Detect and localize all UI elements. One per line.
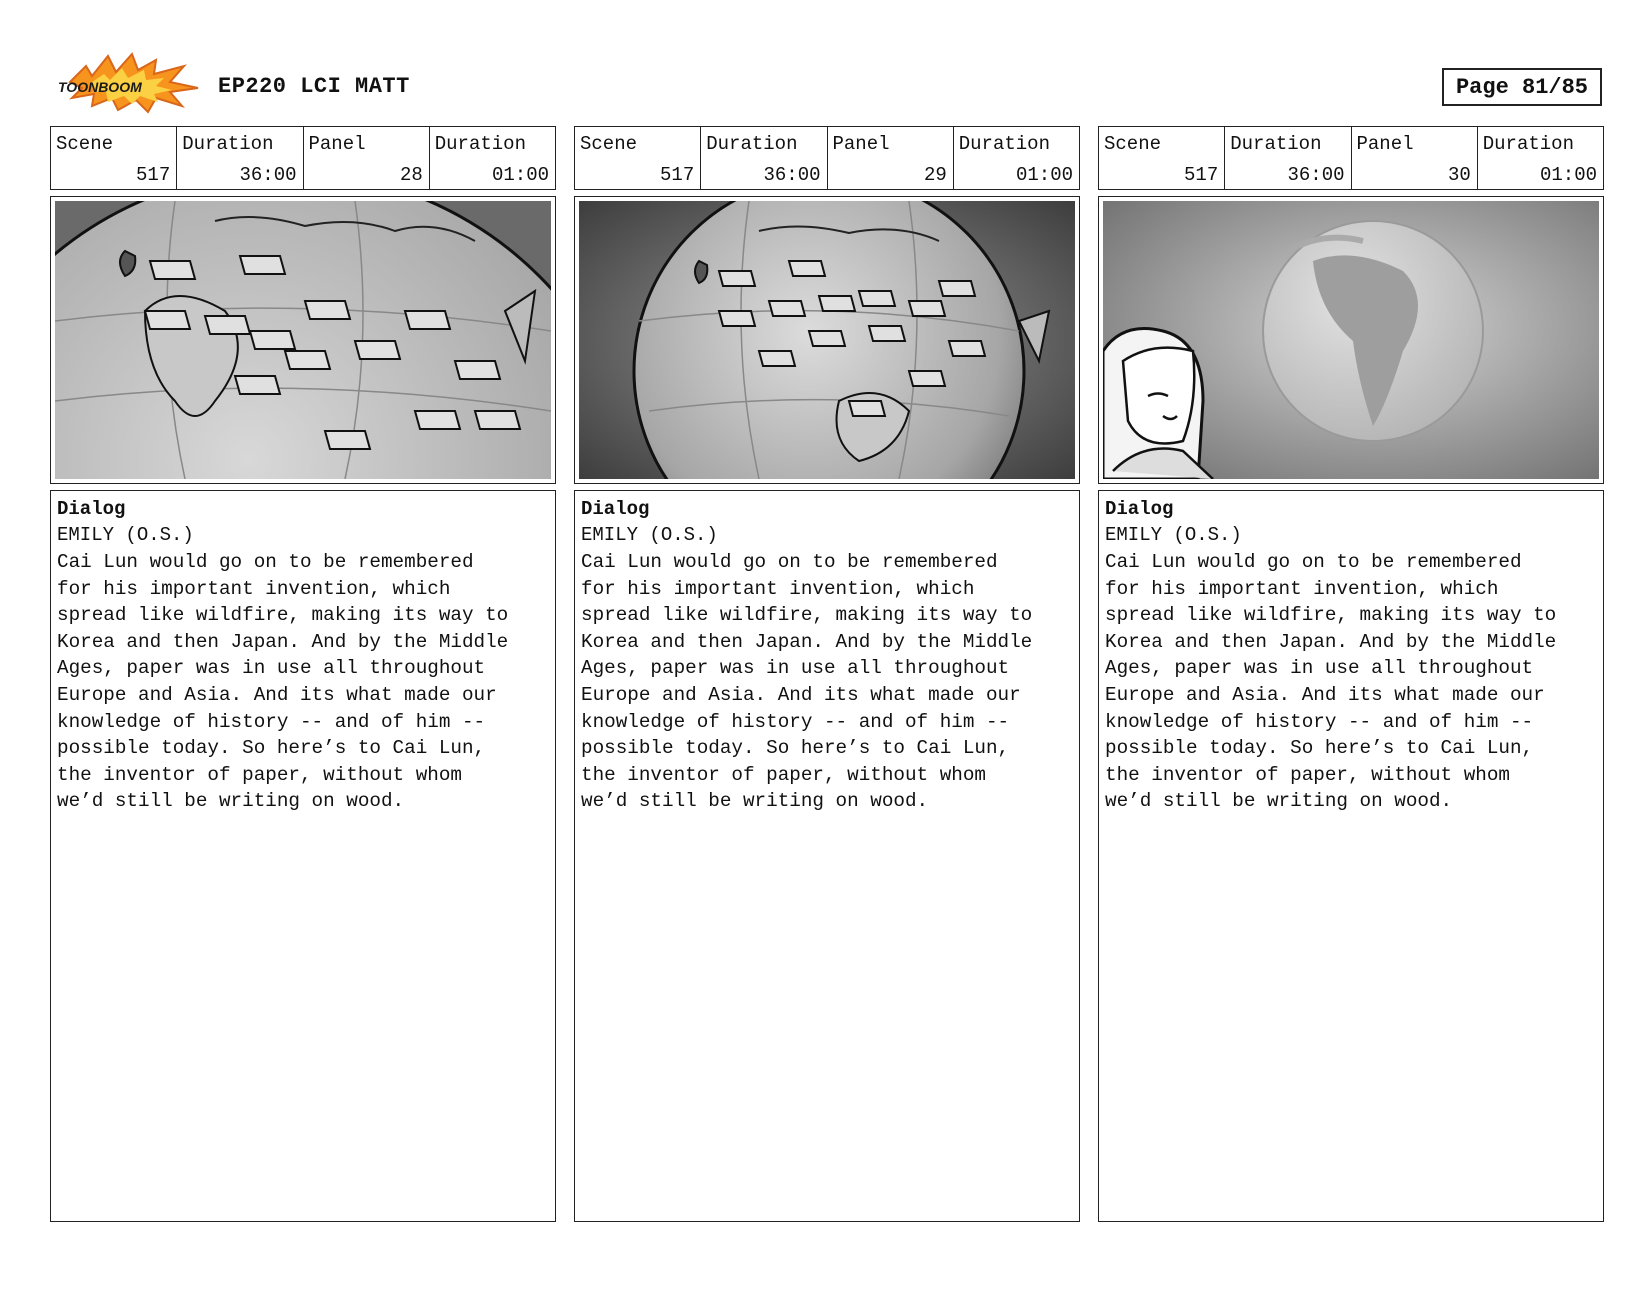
panel-duration-cell (954, 127, 1079, 189)
scene-cell (51, 127, 177, 189)
panel-label: Panel (308, 133, 366, 155)
dialog-heading: Dialog (581, 498, 650, 520)
scene-value: 517 (1184, 164, 1219, 186)
duration-label: Duration (1230, 133, 1322, 155)
dialog-lines: Cai Lun would go on to be remembered for his important invention, which spread like wildfire, making its way to Korea and then Japan. And by the Middle Ages, paper was in use all throughout Europe and Asia. And its what made our knowledge of history -- and of him -- possible today. So here’s to Cai Lun, the inventor of paper, without whom we’d still be writing on wood. (57, 551, 509, 813)
duration-label: Duration (182, 133, 274, 155)
dialog-box (574, 490, 1080, 1222)
scene-cell (1099, 127, 1225, 189)
logo-wordmark: TOONBOOM (58, 79, 142, 95)
panel-duration-cell (1478, 127, 1603, 189)
panel-label: Panel (1356, 133, 1414, 155)
panel-cell (1352, 127, 1478, 189)
scene-duration-value: 36:00 (239, 164, 297, 186)
panel-number-value: 30 (1447, 164, 1471, 186)
panel-cell (828, 127, 954, 189)
panel-number-value: 28 (399, 164, 423, 186)
scene-duration-cell (701, 127, 827, 189)
panel-duration-value: 01:00 (1015, 164, 1073, 186)
scene-duration-cell (1225, 127, 1351, 189)
storyboard-panel-29 (574, 126, 1080, 1222)
scene-duration-value: 36:00 (763, 164, 821, 186)
dialog-lines: Cai Lun would go on to be remembered for his important invention, which spread like wildfire, making its way to Korea and then Japan. And by the Middle Ages, paper was in use all throughout Europe and Asia. And its what made our knowledge of history -- and of him -- possible today. So here’s to Cai Lun, the inventor of paper, without whom we’d still be writing on wood. (581, 551, 1033, 813)
scene-value: 517 (660, 164, 695, 186)
panel-duration-value: 01:00 (491, 164, 549, 186)
panel-meta (50, 126, 556, 190)
scene-duration-value: 36:00 (1287, 164, 1345, 186)
duration-label: Duration (1482, 133, 1574, 155)
character-name: EMILY (O.S.) (1105, 524, 1242, 546)
page-indicator: Page 81/85 (1442, 68, 1602, 106)
duration-label: Duration (706, 133, 798, 155)
panel-number-value: 29 (923, 164, 947, 186)
duration-label: Duration (958, 133, 1050, 155)
scene-duration-cell (177, 127, 303, 189)
scene-label: Scene (580, 133, 638, 155)
episode-title: EP220 LCI MATT (218, 74, 410, 99)
panel-cell (304, 127, 430, 189)
panel-label: Panel (832, 133, 890, 155)
storyboard-panel-30 (1098, 126, 1604, 1222)
dialog-box (50, 490, 556, 1222)
scene-label: Scene (1104, 133, 1162, 155)
dialog-heading: Dialog (1105, 498, 1174, 520)
panel-image-frame (50, 196, 556, 484)
character-name: EMILY (O.S.) (581, 524, 718, 546)
scene-cell (575, 127, 701, 189)
dialog-lines: Cai Lun would go on to be remembered for his important invention, which spread like wildfire, making its way to Korea and then Japan. And by the Middle Ages, paper was in use all throughout Europe and Asia. And its what made our knowledge of history -- and of him -- possible today. So here’s to Cai Lun, the inventor of paper, without whom we’d still be writing on wood. (1105, 551, 1557, 813)
panel-duration-cell (430, 127, 555, 189)
panel-meta (1098, 126, 1604, 190)
character-name: EMILY (O.S.) (57, 524, 194, 546)
globe-scrolls-sketch (55, 201, 551, 479)
panel-duration-value: 01:00 (1539, 164, 1597, 186)
panel-meta (574, 126, 1080, 190)
panel-image-frame (1098, 196, 1604, 484)
duration-label: Duration (434, 133, 526, 155)
toonboom-logo (52, 52, 200, 114)
panel-image-frame (574, 196, 1080, 484)
scene-label: Scene (56, 133, 114, 155)
scene-value: 517 (136, 164, 171, 186)
storyboard-panel-28 (50, 126, 556, 1222)
dialog-heading: Dialog (57, 498, 126, 520)
emily-globe-sketch (1103, 201, 1599, 479)
globe-zoomed-out-sketch (579, 201, 1075, 479)
dialog-box (1098, 490, 1604, 1222)
